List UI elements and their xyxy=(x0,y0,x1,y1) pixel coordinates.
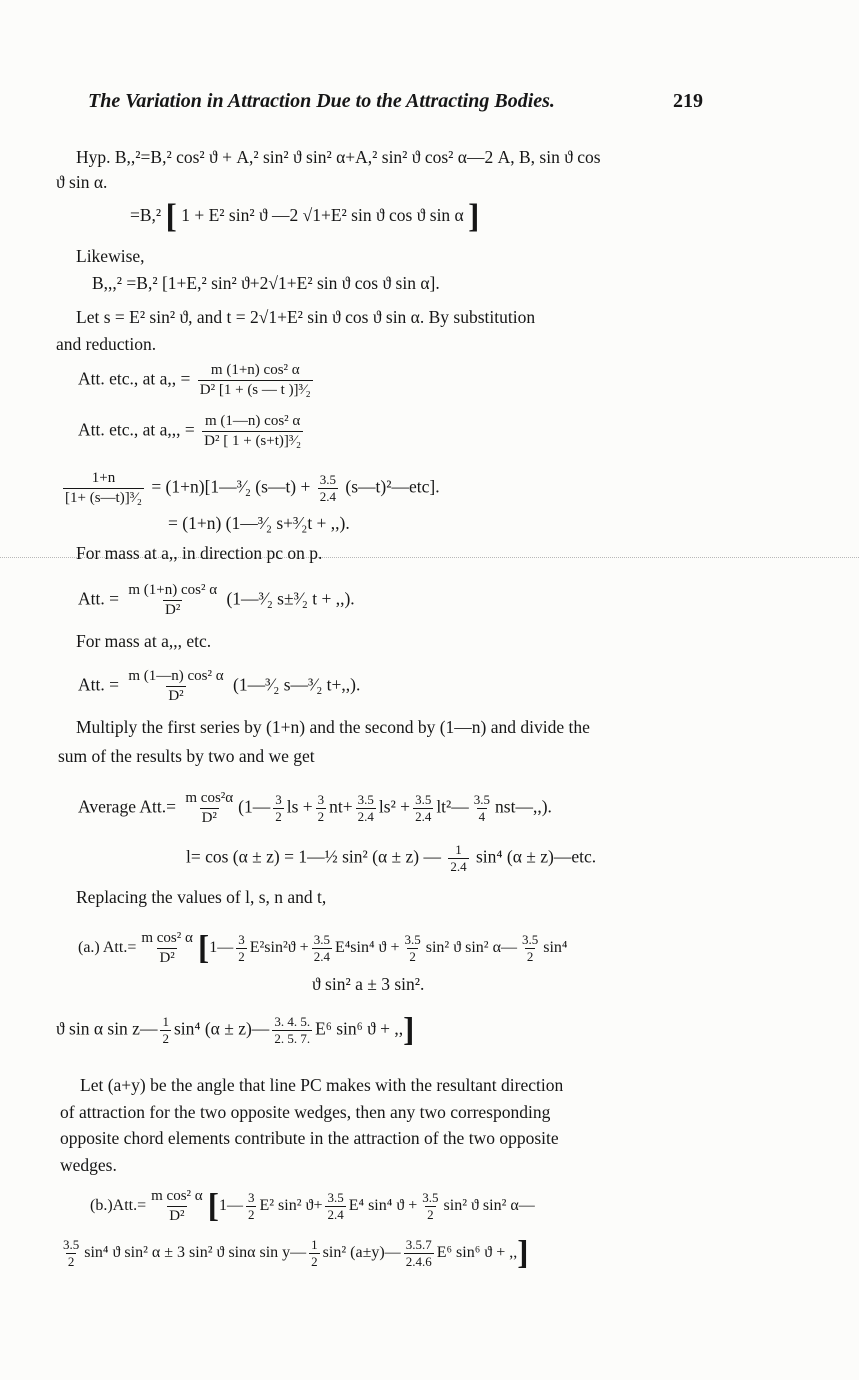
text-substitution-line2: and reduction. xyxy=(56,334,157,354)
expansion-end: (s—t)²—etc]. xyxy=(345,476,440,497)
fraction-numerator: 3.5 xyxy=(422,1190,439,1205)
bracket-lhs: =B,² xyxy=(130,205,162,225)
equation-hyp-line2: ϑ sin α. xyxy=(56,172,108,192)
text-multiply-line2: sum of the results by two and we get xyxy=(58,746,315,766)
fraction-denominator: 2 xyxy=(317,809,325,824)
att-a2-label: Att. etc., at a,, = xyxy=(78,368,191,389)
equation-att-a2 xyxy=(78,362,316,399)
att-series: (1—³⁄₂ s—³⁄₂ t+,,). xyxy=(233,674,361,695)
text-mass-a3: For mass at a,,, etc. xyxy=(76,631,212,651)
fraction-denominator: 2.4.6 xyxy=(405,1254,432,1269)
fraction-denominator: 2.4 xyxy=(319,489,337,504)
coefficient-fraction xyxy=(318,473,338,504)
series-term: E²sin²ϑ + xyxy=(249,939,309,957)
series-term: sin⁴ xyxy=(543,939,568,957)
series-term: sin⁴ ϑ sin² α ± 3 sin² ϑ sinα sin y— xyxy=(84,1244,307,1262)
fraction-denominator: [1+ (s—t)]³⁄₂ xyxy=(65,490,142,506)
text-let-line1: Let (a+y) be the angle that line PC makes with the resultant direction xyxy=(80,1075,564,1095)
att-a3-fraction xyxy=(202,413,303,450)
text-mass-a2: For mass at a,, in direction pc on p. xyxy=(76,543,323,563)
series-term: sin⁴ (α ± z)—etc. xyxy=(476,846,597,867)
equation-att-b-line1 xyxy=(90,1188,535,1225)
fraction-denominator: D² xyxy=(201,810,217,826)
fraction-denominator: 2 xyxy=(427,1207,434,1222)
binomial-fraction xyxy=(63,470,144,507)
fraction-numerator: 3.5 xyxy=(357,792,374,807)
expansion-middle: = (1+n)[1—³⁄₂ (s—t) + xyxy=(151,476,311,497)
close-bracket: ] xyxy=(517,1234,529,1272)
equation-att-a3 xyxy=(78,413,306,450)
series-term: l= cos (α ± z) = 1—½ sin² (α ± z) — xyxy=(186,846,441,867)
fraction-denominator: 2 xyxy=(526,949,534,964)
att-a3-label: Att. etc., at a,,, = xyxy=(78,419,195,440)
att-b-fraction xyxy=(149,1188,205,1225)
coefficient-fraction xyxy=(413,793,433,824)
fraction-denominator: 2 xyxy=(409,949,416,964)
equation-att-a-line3 xyxy=(56,1011,415,1049)
fraction-denominator: D² xyxy=(169,1208,185,1224)
fraction-numerator: 3.5 xyxy=(319,472,337,487)
fraction-denominator: 2.4 xyxy=(357,809,374,824)
fraction-denominator: 2.4 xyxy=(327,1207,344,1222)
equation-att-a-line1 xyxy=(78,930,567,967)
fraction-numerator: 1+n xyxy=(91,470,116,486)
equation-hyp-line1: Hyp. B,,²=B,² cos² ϑ + A,² sin² ϑ sin² α+A,² sin² ϑ cos² α—2 A, B, sin ϑ cos xyxy=(76,147,601,167)
series-term: E⁴sin⁴ ϑ + xyxy=(334,939,400,957)
series-term: E⁴ sin⁴ ϑ + xyxy=(348,1197,418,1215)
series-term: nt+ xyxy=(329,796,353,817)
coefficient-fraction xyxy=(246,1191,257,1222)
att-a2-fraction xyxy=(198,362,313,399)
average-att-label: Average Att.= xyxy=(78,796,176,817)
fraction-numerator: 3.5 xyxy=(473,792,491,807)
fraction-numerator: m (1+n) cos² α xyxy=(128,582,218,598)
page-number: 219 xyxy=(673,90,703,112)
series-term: ϑ sin α sin z— xyxy=(56,1018,158,1039)
fraction-numerator: 3.5 xyxy=(327,1190,344,1205)
fraction-denominator: 2 xyxy=(67,1254,75,1269)
equation-b-triple: B,,,² =B,² [1+E,² sin² ϑ+2√1+E² sin ϑ cos ϑ sin α]. xyxy=(92,273,440,293)
series-term: 1— xyxy=(218,1197,243,1215)
fraction-denominator: 2 xyxy=(238,949,245,964)
series-term: sin² (a±y)— xyxy=(322,1244,401,1262)
series-term: sin⁴ (α ± z)— xyxy=(173,1018,270,1039)
coefficient-fraction xyxy=(272,1015,312,1046)
coefficient-fraction xyxy=(520,933,540,964)
fraction-numerator: m (1—n) cos² α xyxy=(205,413,301,429)
fraction-denominator: 2.4 xyxy=(450,859,467,874)
coefficient-fraction xyxy=(448,843,468,874)
series-term: E² sin² ϑ+ xyxy=(259,1197,323,1215)
fraction-numerator: 1 xyxy=(162,1014,169,1029)
series-term: sin² ϑ sin² α— xyxy=(425,939,517,957)
series-term: 1— xyxy=(209,939,234,957)
fraction-denominator: 2 xyxy=(275,809,282,824)
fraction-numerator: 3.5 xyxy=(63,1237,80,1252)
open-bracket: [ xyxy=(207,1187,219,1225)
coefficient-fraction xyxy=(404,1238,434,1269)
equation-average-att xyxy=(78,790,552,827)
fraction-denominator: 2 xyxy=(311,1254,318,1269)
coefficient-fraction xyxy=(356,793,376,824)
text-replacing: Replacing the values of l, s, n and t, xyxy=(76,887,327,907)
equation-att-a-line2: ϑ sin² a ± 3 sin². xyxy=(312,974,425,994)
fraction-denominator: D² xyxy=(165,602,181,618)
att-label: Att. = xyxy=(78,588,119,609)
coefficient-fraction xyxy=(160,1015,171,1046)
att-a-fraction xyxy=(139,930,195,967)
text-substitution-line1: Let s = E² sin² ϑ, and t = 2√1+E² sin ϑ cos ϑ sin α. By substitution xyxy=(76,307,536,327)
coefficient-fraction xyxy=(402,933,422,964)
fraction-denominator: 2.4 xyxy=(313,949,330,964)
average-att-fraction xyxy=(183,790,235,827)
text-likewise: Likewise, xyxy=(76,246,145,266)
fraction-numerator: m (1—n) cos² α xyxy=(128,668,224,684)
att-fraction xyxy=(126,582,219,619)
equation-binomial-expansion xyxy=(60,470,440,507)
series-term: ls² + xyxy=(378,796,411,817)
fraction-numerator: 3 xyxy=(238,932,245,947)
text-let-line3: opposite chord elements contribute in the attraction of the two opposite xyxy=(60,1128,559,1148)
coefficient-fraction xyxy=(325,1191,345,1222)
fraction-numerator: 3 xyxy=(317,792,325,807)
series-term: nst—,,). xyxy=(495,796,552,817)
close-bracket: ] xyxy=(403,1011,415,1049)
fraction-denominator: 2.4 xyxy=(415,809,432,824)
fraction-numerator: 3.5 xyxy=(415,792,432,807)
fraction-denominator: D² [1 + (s — t )]³⁄₂ xyxy=(199,382,311,398)
coefficient-fraction xyxy=(309,1238,320,1269)
coefficient-fraction xyxy=(236,933,247,964)
close-bracket: ] xyxy=(468,197,480,235)
coefficient-fraction xyxy=(316,793,327,824)
equation-expansion-simplified: = (1+n) (1—³⁄₂ s+³⁄₂t + ,,). xyxy=(168,513,350,533)
open-bracket: [ xyxy=(165,197,177,235)
fraction-denominator: 2 xyxy=(162,1031,169,1046)
fraction-denominator: D² xyxy=(168,688,184,704)
series-term: E⁶ sin⁶ ϑ + ,, xyxy=(315,1018,404,1039)
fraction-numerator: 3 xyxy=(275,792,282,807)
series-term: sin² ϑ sin² α— xyxy=(443,1197,535,1215)
fraction-denominator: D² [ 1 + (s+t)]³⁄₂ xyxy=(204,433,302,449)
equation-att-b-line2 xyxy=(58,1234,529,1272)
coefficient-fraction xyxy=(61,1238,81,1269)
coefficient-fraction xyxy=(472,793,492,824)
coefficient-fraction xyxy=(420,1191,440,1222)
equation-cos-series xyxy=(186,843,596,874)
text-let-line4: wedges. xyxy=(60,1155,117,1175)
fraction-numerator: 1 xyxy=(311,1237,318,1252)
fraction-numerator: 3.5 xyxy=(521,932,539,947)
fraction-numerator: m cos² α xyxy=(151,1188,203,1204)
fraction-numerator: 3.5 xyxy=(313,932,330,947)
page-header xyxy=(88,90,703,120)
fraction-numerator: 1 xyxy=(455,842,462,857)
series-term: (1— xyxy=(238,796,271,817)
series-term: E⁶ sin⁶ ϑ + ,, xyxy=(436,1244,518,1262)
fraction-numerator: 3.5 xyxy=(404,932,421,947)
series-term: ls + xyxy=(286,796,313,817)
coefficient-fraction xyxy=(312,933,332,964)
att-series: (1—³⁄₂ s±³⁄₂ t + ,,). xyxy=(226,588,355,609)
coefficient-fraction xyxy=(273,793,284,824)
fraction-denominator: 4 xyxy=(478,809,486,824)
equation-att-mass-a2 xyxy=(78,582,355,619)
fraction-numerator: 3 xyxy=(247,1190,255,1205)
att-a-label: (a.) Att.= xyxy=(78,939,137,957)
equation-att-mass-a3 xyxy=(78,668,360,705)
fraction-numerator: m (1+n) cos² α xyxy=(210,362,300,378)
equation-bracket-line xyxy=(130,197,480,235)
att-fraction xyxy=(126,668,225,705)
fraction-numerator: 3. 4. 5. xyxy=(274,1014,311,1029)
fraction-numerator: m cos²α xyxy=(185,790,234,806)
fraction-denominator: 2 xyxy=(247,1207,255,1222)
fraction-denominator: D² xyxy=(159,950,175,966)
bracket-body: 1 + E² sin² ϑ —2 √1+E² sin ϑ cos ϑ sin α xyxy=(181,205,464,225)
open-bracket: [ xyxy=(197,929,210,967)
att-b-label: (b.)Att.= xyxy=(90,1197,147,1215)
series-term: lt²— xyxy=(436,796,469,817)
fraction-numerator: 3.5.7 xyxy=(405,1237,432,1252)
fraction-numerator: m cos² α xyxy=(141,930,193,946)
text-let-line2: of attraction for the two opposite wedges, then any two corresponding xyxy=(60,1102,551,1122)
att-label: Att. = xyxy=(78,674,119,695)
running-title: The Variation in Attraction Due to the Attracting Bodies. xyxy=(88,90,555,112)
fraction-denominator: 2. 5. 7. xyxy=(274,1031,311,1046)
text-multiply-line1: Multiply the first series by (1+n) and the second by (1—n) and divide the xyxy=(76,717,590,737)
